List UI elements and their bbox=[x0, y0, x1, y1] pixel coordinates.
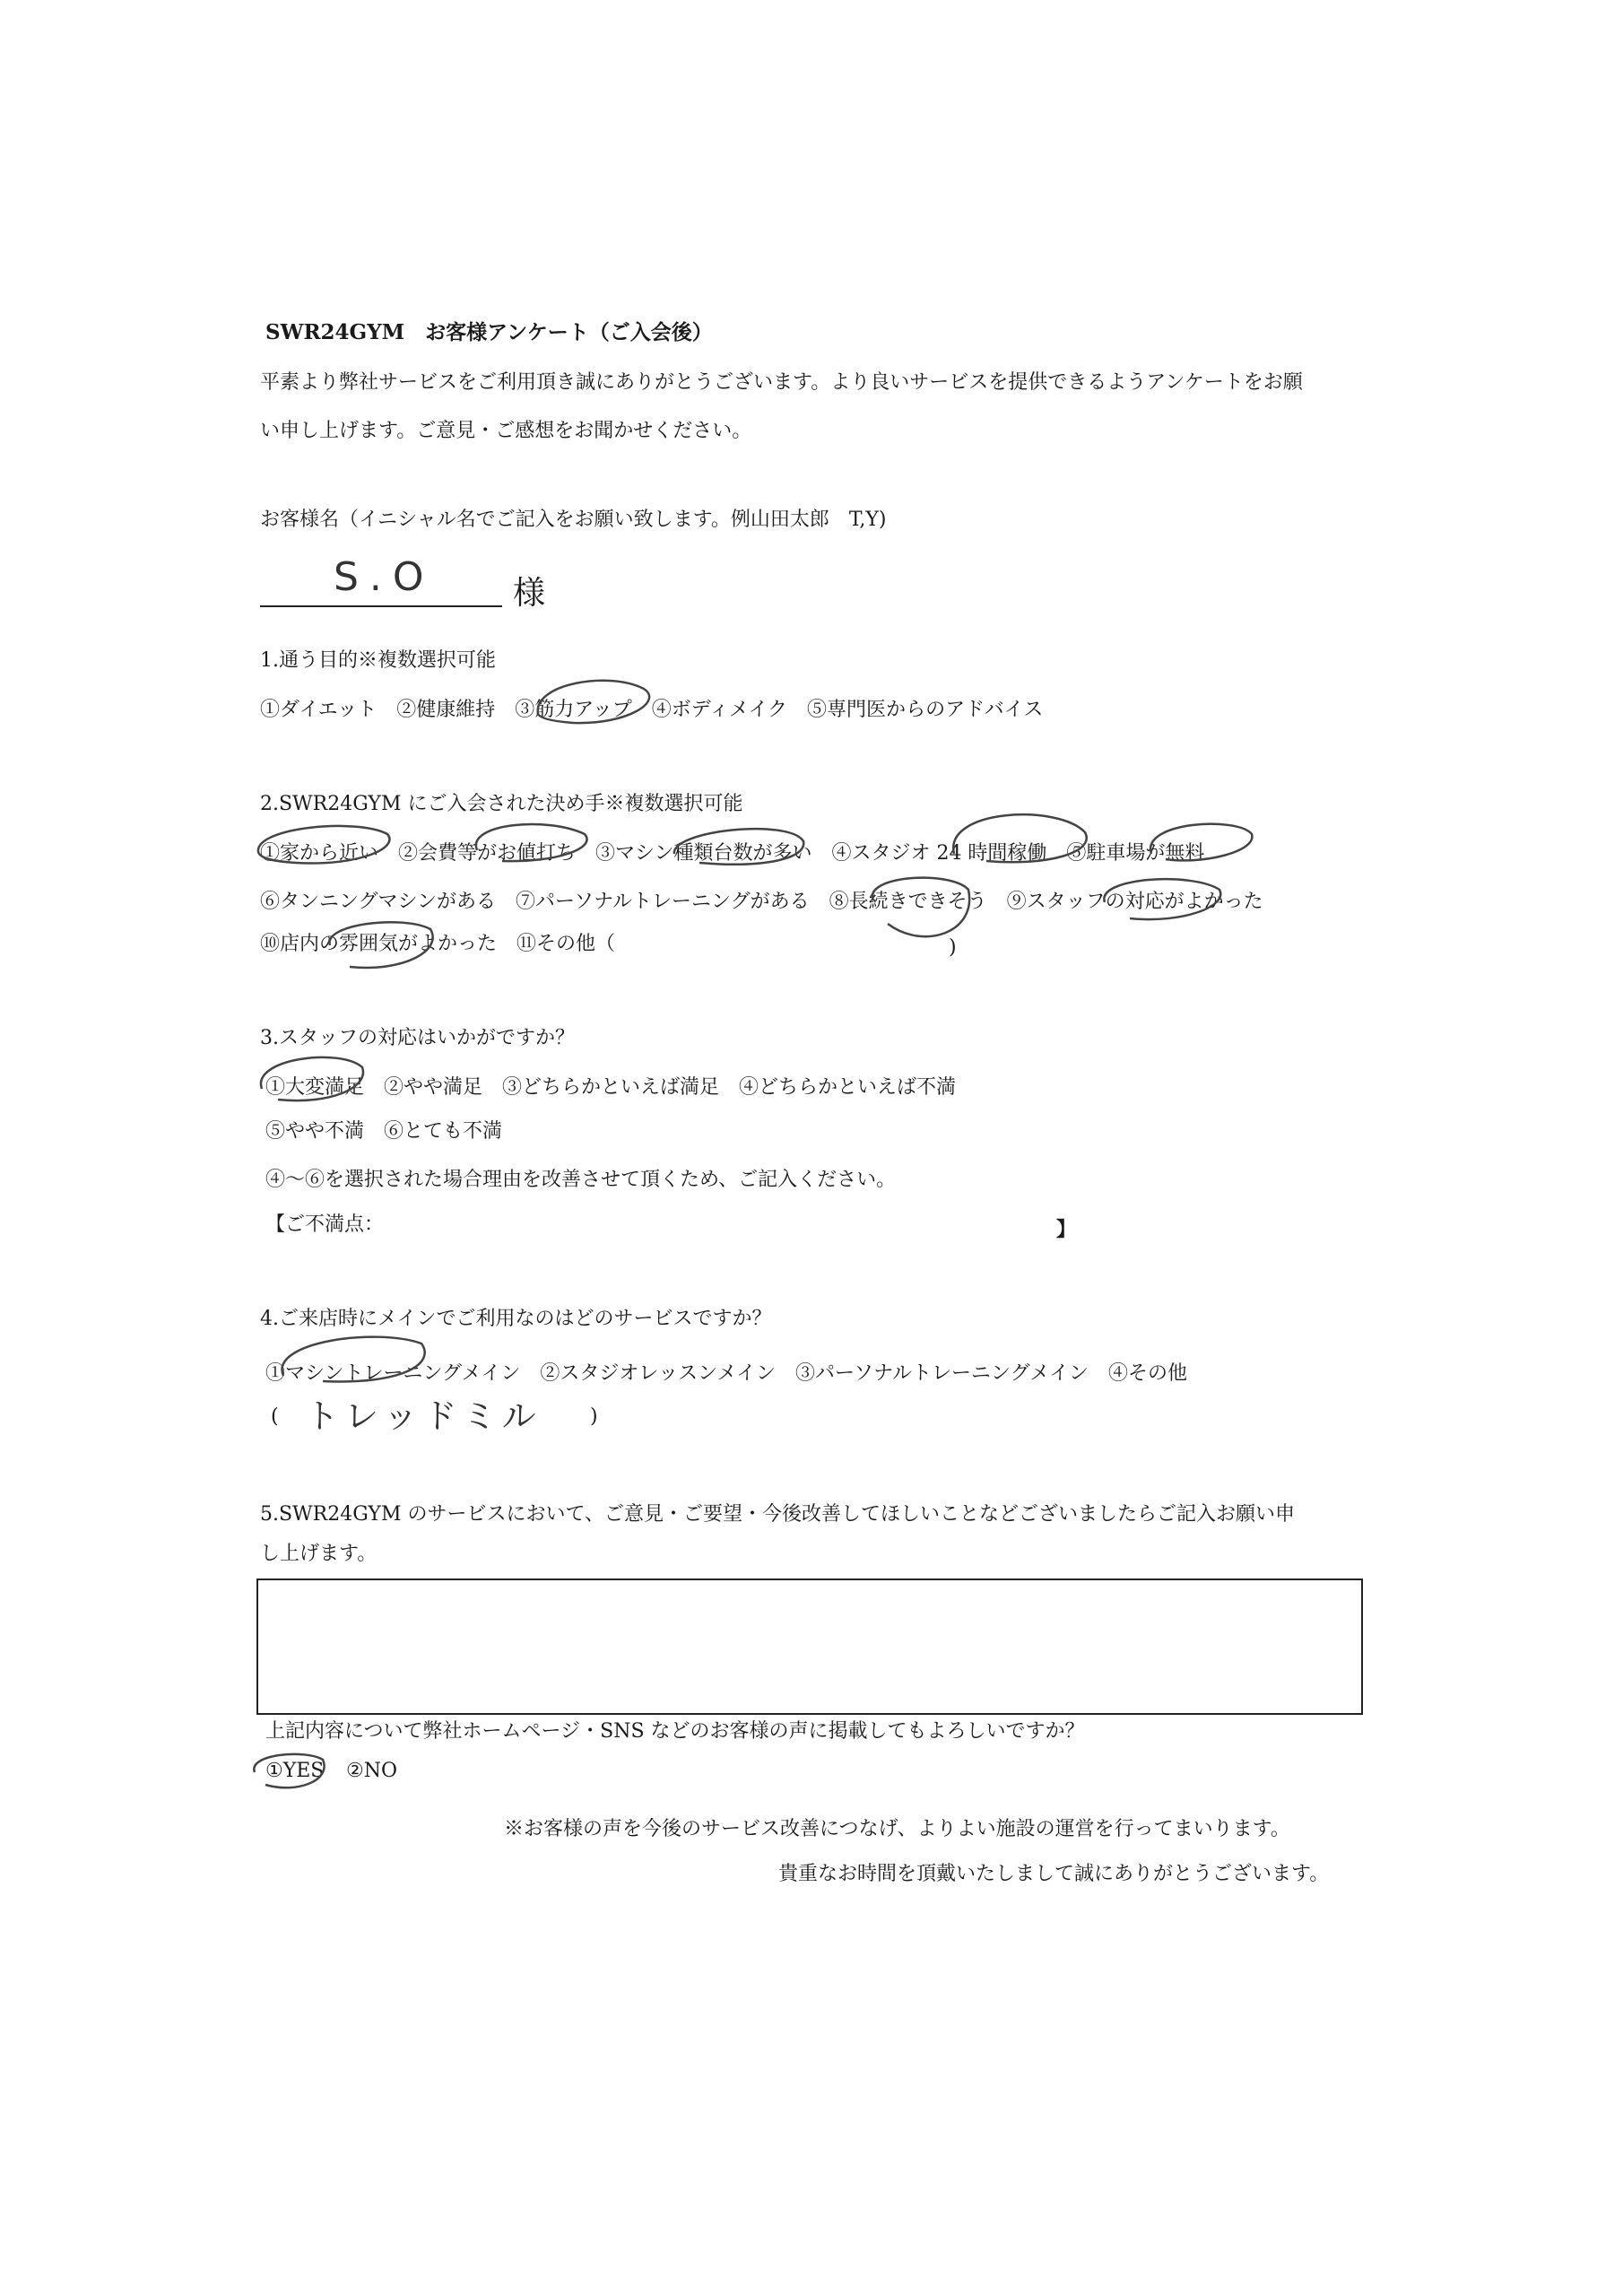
footer-note: ※お客様の声を今後のサービス改善につなげ、よりよい施設の運営を行ってまいります。 bbox=[504, 1818, 1290, 1840]
publish-no-option[interactable]: ②NO bbox=[346, 1760, 398, 1782]
q2-options-line-2: ⑥タンニングマシンがある ⑦パーソナルトレーニングがある ⑧長続きできそう ⑨スタッフの対応がよかった bbox=[260, 891, 1263, 913]
q2-question: 2.SWR24GYM にご入会された決め手※複数選択可能 bbox=[260, 793, 743, 815]
q4-other-open: ( bbox=[271, 1405, 279, 1428]
circle-q2-long-lasting bbox=[872, 878, 969, 937]
q3-complaint-close: 】 bbox=[1056, 1218, 1077, 1241]
q3-complaint-label: 【ご不満点： bbox=[265, 1213, 385, 1236]
circle-publish-yes bbox=[254, 1754, 324, 1787]
q5-question-line-1: 5.SWR24GYM のサービスにおいて、ご意見・ご要望・今後改善してほしいことなどございましたらご記入お願い申 bbox=[260, 1503, 1296, 1526]
q4-question: 4.ご来店時にメインでご利用なのはどのサービスですか？ bbox=[260, 1308, 772, 1330]
intro-line-1: 平素より弊社サービスをご利用頂き誠にありがとうございます。より良いサービスを提供できるようアンケートをお願 bbox=[260, 371, 1303, 394]
publish-yes-option[interactable]: ①YES bbox=[265, 1760, 325, 1782]
q2-options-line-3: ⑩店内の雰囲気がよかった ⑪その他（ bbox=[260, 933, 616, 955]
q1-question: 1.通う目的※複数選択可能 bbox=[260, 649, 496, 672]
circle-q2-fee bbox=[476, 824, 587, 861]
customer-name-label: お客様名（イニシャル名でご記入をお願い致します。例山田太郎 T,Y) bbox=[260, 509, 887, 531]
circle-q2-near-home bbox=[258, 826, 390, 864]
q2-options-line-1: ①家から近い ②会費等がお値打ち ③マシン種類台数が多い ④スタジオ 24 時間稼働 ⑤駐車場が無料 bbox=[260, 842, 1205, 865]
q5-question-line-2: し上げます。 bbox=[260, 1543, 378, 1565]
q4-other-close: ) bbox=[590, 1405, 598, 1428]
q3-options-line-2: ⑤やや不満 ⑥とても不満 bbox=[265, 1120, 503, 1143]
q4-other-value: トレッドミル bbox=[305, 1396, 542, 1436]
q3-question: 3.スタッフの対応はいかがですか？ bbox=[260, 1027, 575, 1049]
publish-question: 上記内容について弊社ホームページ・SNS などのお客様の声に掲載してもよろしいですか？ bbox=[265, 1720, 1085, 1743]
circle-q2-atmosphere bbox=[329, 922, 432, 968]
q2-other-close: ) bbox=[949, 936, 957, 959]
circle-q2-staff bbox=[1104, 879, 1220, 919]
intro-line-2: い申し上げます。ご意見・ご感想をお聞かせください。 bbox=[260, 420, 752, 442]
circle-q2-parking bbox=[1150, 824, 1252, 861]
q4-options: ①マシントレーニングメイン ②スタジオレッスンメイン ③パーソナルトレーニングメイン ④その他 bbox=[265, 1362, 1187, 1385]
circle-q2-24h bbox=[953, 814, 1087, 862]
customer-name-value: S.O bbox=[334, 554, 435, 600]
circle-q4-machine bbox=[282, 1337, 425, 1382]
q3-note: ④～⑥を選択された場合理由を改善させて頂くため、ご記入ください。 bbox=[265, 1169, 897, 1191]
circle-q2-machines bbox=[674, 829, 803, 865]
q1-options: ①ダイエット ②健康維持 ③筋力アップ ④ボディメイク ⑤専門医からのアドバイス bbox=[260, 699, 1044, 721]
customer-name-suffix: 様 bbox=[513, 575, 546, 612]
q3-options-line-1: ①大変満足 ②やや満足 ③どちらかといえば満足 ④どちらかといえば不満 bbox=[265, 1076, 957, 1099]
circle-q1-muscle bbox=[538, 681, 649, 723]
footer-thanks: 貴重なお時間を頂戴いたしまして誠にありがとうございます。 bbox=[778, 1863, 1330, 1885]
circle-q3-very-satisfied bbox=[261, 1057, 363, 1100]
survey-title: SWR24GYM お客様アンケート（ご入会後） bbox=[265, 320, 713, 344]
